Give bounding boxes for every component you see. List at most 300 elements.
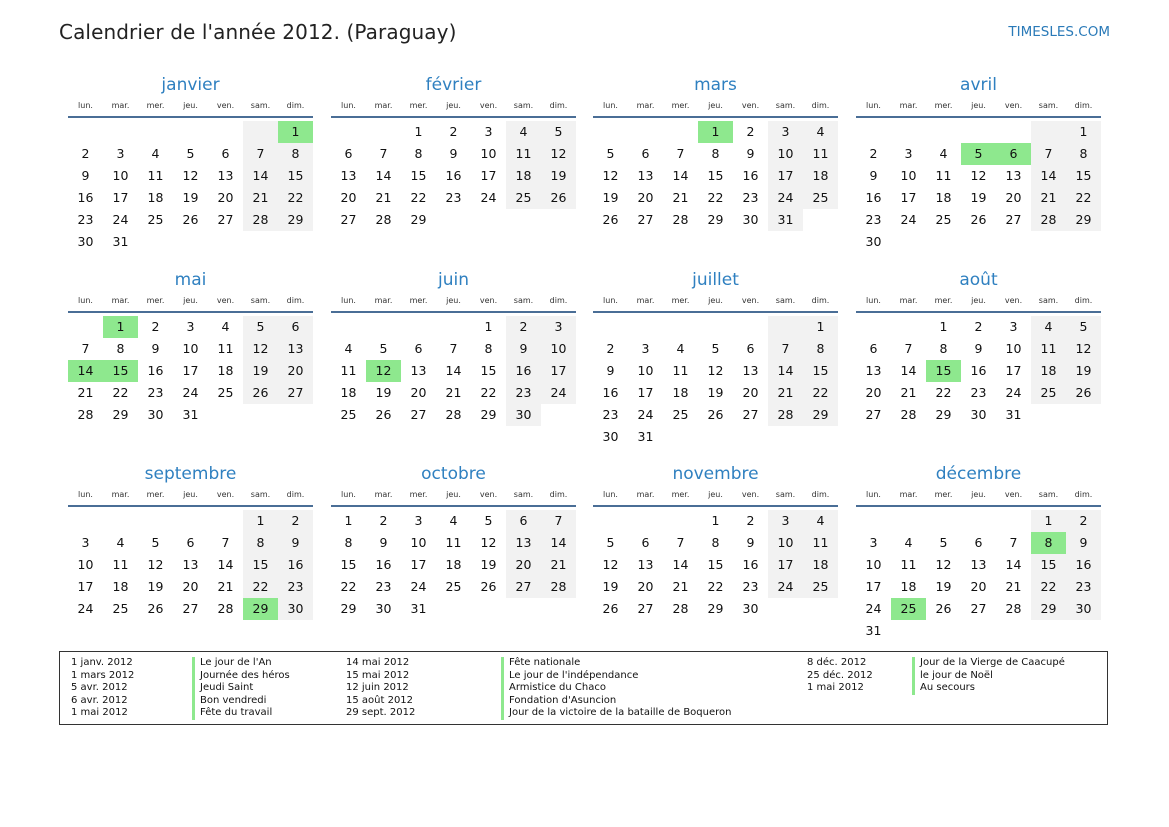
day-cell: 13 <box>637 168 654 183</box>
holiday-day-cell: 15 <box>926 360 961 382</box>
week-row <box>68 338 313 360</box>
day-cell: 9 <box>151 341 160 356</box>
day-cell: 18 <box>803 165 838 187</box>
week-row <box>856 382 1101 404</box>
day-cell: 23 <box>445 190 462 205</box>
month-11 <box>593 463 838 620</box>
header-rule <box>856 311 1101 313</box>
day-cell: 21 <box>445 385 462 400</box>
weekday-label: lun. <box>866 296 881 305</box>
weekday-label: ven. <box>741 101 760 110</box>
weekday-label: sam. <box>250 296 271 305</box>
empty-day-cell <box>68 510 103 532</box>
header-rule <box>68 505 313 507</box>
empty-day-cell <box>733 316 768 338</box>
week-row <box>856 121 1101 143</box>
day-cell: 25 <box>506 187 541 209</box>
weekday-label: ven. <box>1004 296 1023 305</box>
day-cell: 28 <box>900 407 917 422</box>
weekday-label: lun. <box>866 101 881 110</box>
week-row <box>331 598 576 620</box>
month-name: janvier <box>161 75 220 95</box>
holiday-day-cell: 1 <box>698 121 733 143</box>
empty-day-cell <box>471 598 506 620</box>
day-cell: 21 <box>375 190 392 205</box>
day-cell: 1 <box>939 319 948 334</box>
day-cell: 17 <box>77 579 94 594</box>
empty-day-cell <box>926 620 961 642</box>
day-cell: 28 <box>217 601 234 616</box>
weekday-label: lun. <box>341 296 356 305</box>
empty-day-cell <box>961 510 996 532</box>
day-cell: 31 <box>182 407 199 422</box>
day-cell: 14 <box>900 363 917 378</box>
day-cell: 22 <box>340 579 357 594</box>
weekday-label: lun. <box>603 296 618 305</box>
day-cell: 12 <box>935 557 952 572</box>
day-cell: 26 <box>375 407 392 422</box>
day-cell: 25 <box>935 212 952 227</box>
day-cell: 5 <box>711 341 720 356</box>
weekday-label: ven. <box>741 296 760 305</box>
empty-day-cell <box>243 404 278 426</box>
weekday-label: mer. <box>934 101 953 110</box>
empty-day-cell <box>541 404 576 426</box>
empty-day-cell <box>541 598 576 620</box>
day-cell: 16 <box>77 190 94 205</box>
day-cell: 15 <box>1031 554 1066 576</box>
month-2 <box>331 74 576 231</box>
legend-date: 29 sept. 2012 <box>346 707 416 718</box>
empty-day-cell <box>768 598 803 620</box>
empty-day-cell <box>996 121 1031 143</box>
legend-date: 14 mai 2012 <box>346 657 410 668</box>
day-cell: 16 <box>865 190 882 205</box>
day-cell: 9 <box>746 146 755 161</box>
day-cell: 15 <box>243 554 278 576</box>
day-cell: 9 <box>506 338 541 360</box>
legend-names-column <box>912 657 1065 695</box>
day-cell: 30 <box>742 212 759 227</box>
legend-date: 1 janv. 2012 <box>71 657 133 668</box>
weekday-label: lun. <box>603 101 618 110</box>
empty-day-cell <box>768 426 803 448</box>
day-cell: 11 <box>112 557 129 572</box>
day-cell: 5 <box>606 535 615 550</box>
empty-day-cell <box>138 121 173 143</box>
week-row <box>331 532 576 554</box>
day-cell: 16 <box>742 557 759 572</box>
weekday-label: sam. <box>1038 101 1059 110</box>
day-cell: 30 <box>375 601 392 616</box>
holiday-day-cell: 5 <box>961 143 996 165</box>
day-cell: 19 <box>182 190 199 205</box>
weekday-label: mer. <box>409 101 428 110</box>
weekday-header <box>856 293 1101 309</box>
day-cell: 9 <box>379 535 388 550</box>
day-cell: 3 <box>116 146 125 161</box>
weekday-label: lun. <box>78 101 93 110</box>
day-cell: 2 <box>746 124 755 139</box>
day-cell: 12 <box>182 168 199 183</box>
day-cell: 23 <box>278 576 313 598</box>
day-cell: 28 <box>243 209 278 231</box>
legend-date: 1 mars 2012 <box>71 669 135 681</box>
day-cell: 14 <box>672 557 689 572</box>
day-cell: 21 <box>1031 187 1066 209</box>
empty-day-cell <box>208 121 243 143</box>
week-row <box>856 360 1101 382</box>
week-row <box>593 338 838 360</box>
day-cell: 17 <box>182 363 199 378</box>
weekday-label: sam. <box>513 490 534 499</box>
day-cell: 20 <box>217 190 234 205</box>
empty-day-cell <box>663 316 698 338</box>
week-row <box>593 165 838 187</box>
day-cell: 20 <box>637 190 654 205</box>
day-cell: 21 <box>77 385 94 400</box>
day-cell: 17 <box>1005 363 1022 378</box>
empty-day-cell <box>208 510 243 532</box>
weekday-label: mar. <box>899 296 918 305</box>
legend-date: 8 déc. 2012 <box>807 657 867 668</box>
day-cell: 2 <box>606 341 615 356</box>
week-row <box>593 426 838 448</box>
day-cell: 25 <box>217 385 234 400</box>
empty-day-cell <box>1066 620 1101 642</box>
day-cell: 19 <box>541 165 576 187</box>
month-6 <box>331 269 576 426</box>
week-row <box>856 510 1101 532</box>
day-cell: 17 <box>637 385 654 400</box>
week-row <box>593 510 838 532</box>
week-row <box>856 165 1101 187</box>
week-row <box>856 598 1101 620</box>
day-cell: 20 <box>410 385 427 400</box>
day-cell: 19 <box>935 579 952 594</box>
day-cell: 24 <box>77 601 94 616</box>
day-cell: 27 <box>410 407 427 422</box>
empty-day-cell <box>628 121 663 143</box>
header-rule <box>331 311 576 313</box>
day-cell: 9 <box>278 532 313 554</box>
weekday-label: dim. <box>811 101 830 110</box>
weekday-label: ven. <box>479 490 498 499</box>
weekday-label: mer. <box>934 296 953 305</box>
day-cell: 2 <box>1066 510 1101 532</box>
day-cell: 22 <box>803 382 838 404</box>
day-cell: 11 <box>803 532 838 554</box>
day-cell: 20 <box>865 385 882 400</box>
day-cell: 11 <box>445 535 462 550</box>
holiday-day-cell: 25 <box>891 598 926 620</box>
day-cell: 19 <box>480 557 497 572</box>
empty-day-cell <box>803 426 838 448</box>
weekday-label: mar. <box>636 490 655 499</box>
empty-day-cell <box>1066 404 1101 426</box>
day-cell: 27 <box>637 601 654 616</box>
empty-day-cell <box>891 231 926 253</box>
weekday-label: dim. <box>1074 490 1093 499</box>
day-cell: 12 <box>243 338 278 360</box>
day-cell: 4 <box>449 513 458 528</box>
weekday-label: lun. <box>341 490 356 499</box>
day-cell: 13 <box>410 363 427 378</box>
day-cell: 11 <box>935 168 952 183</box>
day-cell: 10 <box>900 168 917 183</box>
day-cell: 12 <box>480 535 497 550</box>
day-cell: 3 <box>768 121 803 143</box>
day-cell: 9 <box>449 146 458 161</box>
week-row <box>593 598 838 620</box>
day-cell: 8 <box>243 532 278 554</box>
day-cell: 9 <box>606 363 615 378</box>
weekday-label: lun. <box>341 101 356 110</box>
empty-day-cell <box>628 510 663 532</box>
day-cell: 30 <box>865 234 882 249</box>
day-cell: 29 <box>1066 209 1101 231</box>
day-cell: 12 <box>602 557 619 572</box>
day-cell: 22 <box>1066 187 1101 209</box>
weekday-label: jeu. <box>183 490 198 499</box>
day-cell: 17 <box>768 554 803 576</box>
holiday-day-cell: 1 <box>103 316 138 338</box>
day-cell: 4 <box>151 146 160 161</box>
day-cell: 15 <box>278 165 313 187</box>
week-row <box>68 187 313 209</box>
day-cell: 4 <box>803 510 838 532</box>
day-cell: 4 <box>939 146 948 161</box>
empty-day-cell <box>138 231 173 253</box>
weekday-label: mar. <box>111 490 130 499</box>
legend-date: 6 avr. 2012 <box>71 694 128 706</box>
day-cell: 7 <box>379 146 388 161</box>
week-row <box>68 554 313 576</box>
legend-dates-column <box>71 657 134 720</box>
day-cell: 8 <box>803 338 838 360</box>
day-cell: 14 <box>243 165 278 187</box>
week-row <box>331 121 576 143</box>
month-name: septembre <box>144 464 237 484</box>
weekday-label: ven. <box>741 490 760 499</box>
day-cell: 17 <box>900 190 917 205</box>
weekday-label: mar. <box>636 101 655 110</box>
day-cell: 2 <box>974 319 983 334</box>
day-cell: 1 <box>344 513 353 528</box>
week-row <box>68 510 313 532</box>
day-cell: 10 <box>768 532 803 554</box>
day-cell: 3 <box>641 341 650 356</box>
week-row <box>593 382 838 404</box>
day-cell: 28 <box>1031 209 1066 231</box>
holiday-day-cell: 1 <box>278 121 313 143</box>
day-cell: 11 <box>803 143 838 165</box>
week-row <box>331 316 576 338</box>
month-12 <box>856 463 1101 642</box>
day-cell: 14 <box>1031 165 1066 187</box>
legend-holiday-name: Jour de la victoire de la bataille de Boqueron <box>501 707 732 720</box>
header-rule <box>331 505 576 507</box>
weekday-label: jeu. <box>971 490 986 499</box>
legend-date: 15 août 2012 <box>346 694 414 706</box>
day-cell: 30 <box>1066 598 1101 620</box>
week-row <box>856 187 1101 209</box>
day-cell: 14 <box>375 168 392 183</box>
day-cell: 7 <box>243 143 278 165</box>
day-cell: 14 <box>541 532 576 554</box>
month-3 <box>593 74 838 231</box>
day-cell: 10 <box>112 168 129 183</box>
day-cell: 23 <box>147 385 164 400</box>
day-cell: 29 <box>935 407 952 422</box>
week-row <box>68 143 313 165</box>
day-cell: 28 <box>541 576 576 598</box>
day-cell: 9 <box>1066 532 1101 554</box>
day-cell: 30 <box>147 407 164 422</box>
day-cell: 2 <box>379 513 388 528</box>
day-cell: 26 <box>480 579 497 594</box>
day-cell: 20 <box>506 554 541 576</box>
header-rule <box>856 116 1101 118</box>
empty-day-cell <box>593 121 628 143</box>
day-cell: 26 <box>243 382 278 404</box>
day-cell: 14 <box>445 363 462 378</box>
day-cell: 1 <box>711 513 720 528</box>
empty-day-cell <box>278 404 313 426</box>
weekday-label: mar. <box>374 101 393 110</box>
weekday-label: mar. <box>899 490 918 499</box>
weekday-label: ven. <box>479 101 498 110</box>
day-cell: 5 <box>243 316 278 338</box>
day-cell: 6 <box>974 535 983 550</box>
month-7 <box>593 269 838 448</box>
day-cell: 17 <box>541 360 576 382</box>
week-row <box>856 576 1101 598</box>
day-cell: 24 <box>1005 385 1022 400</box>
brand-link[interactable]: TIMESLES.COM <box>1008 24 1110 40</box>
day-cell: 26 <box>147 601 164 616</box>
day-cell: 19 <box>1066 360 1101 382</box>
day-cell: 18 <box>672 385 689 400</box>
holiday-day-cell: 15 <box>103 360 138 382</box>
legend-date: 1 mai 2012 <box>807 682 864 693</box>
day-cell: 24 <box>410 579 427 594</box>
day-cell: 13 <box>217 168 234 183</box>
empty-day-cell <box>803 598 838 620</box>
day-cell: 29 <box>1031 598 1066 620</box>
day-cell: 15 <box>410 168 427 183</box>
week-row <box>593 143 838 165</box>
week-row <box>593 576 838 598</box>
week-row <box>68 209 313 231</box>
day-cell: 6 <box>186 535 195 550</box>
day-cell: 7 <box>1031 143 1066 165</box>
day-cell: 21 <box>900 385 917 400</box>
weekday-label: sam. <box>1038 296 1059 305</box>
day-cell: 10 <box>637 363 654 378</box>
legend-holiday-name: Fondation d'Asuncion <box>501 695 732 708</box>
legend-date: 25 déc. 2012 <box>807 669 873 681</box>
day-cell: 13 <box>182 557 199 572</box>
day-cell: 5 <box>379 341 388 356</box>
month-8 <box>856 269 1101 426</box>
weekday-label: jeu. <box>708 490 723 499</box>
day-cell: 29 <box>410 212 427 227</box>
weekday-label: sam. <box>250 101 271 110</box>
day-cell: 27 <box>1005 212 1022 227</box>
day-cell: 17 <box>480 168 497 183</box>
day-cell: 11 <box>1031 338 1066 360</box>
day-cell: 21 <box>1005 579 1022 594</box>
day-cell: 15 <box>340 557 357 572</box>
weekday-label: lun. <box>78 490 93 499</box>
weekday-label: jeu. <box>971 296 986 305</box>
day-cell: 26 <box>970 212 987 227</box>
day-cell: 11 <box>217 341 234 356</box>
day-cell: 11 <box>506 143 541 165</box>
day-cell: 11 <box>340 363 357 378</box>
day-cell: 1 <box>484 319 493 334</box>
header-rule <box>593 311 838 313</box>
day-cell: 10 <box>77 557 94 572</box>
empty-day-cell <box>366 316 401 338</box>
week-row <box>68 360 313 382</box>
day-cell: 30 <box>970 407 987 422</box>
day-cell: 10 <box>182 341 199 356</box>
empty-day-cell <box>243 231 278 253</box>
day-cell: 16 <box>742 168 759 183</box>
empty-day-cell <box>961 121 996 143</box>
day-cell: 3 <box>186 319 195 334</box>
weekday-label: sam. <box>513 296 534 305</box>
day-cell: 14 <box>217 557 234 572</box>
month-name: octobre <box>421 464 486 484</box>
day-cell: 30 <box>742 601 759 616</box>
weekday-label: mar. <box>636 296 655 305</box>
weekday-label: sam. <box>775 101 796 110</box>
weekday-header <box>68 487 313 503</box>
day-cell: 17 <box>865 579 882 594</box>
day-cell: 18 <box>900 579 917 594</box>
day-cell: 13 <box>637 557 654 572</box>
day-cell: 6 <box>641 146 650 161</box>
weekday-label: lun. <box>78 296 93 305</box>
weekday-label: mar. <box>374 296 393 305</box>
empty-day-cell <box>698 426 733 448</box>
day-cell: 4 <box>904 535 913 550</box>
empty-day-cell <box>1031 620 1066 642</box>
day-cell: 10 <box>865 557 882 572</box>
weekday-label: dim. <box>549 296 568 305</box>
day-cell: 23 <box>506 382 541 404</box>
week-row <box>68 598 313 620</box>
header-rule <box>68 311 313 313</box>
legend-date: 1 mai 2012 <box>71 707 128 718</box>
month-name: décembre <box>935 464 1022 484</box>
week-row <box>856 143 1101 165</box>
weekday-label: sam. <box>1038 490 1059 499</box>
weekday-header <box>856 487 1101 503</box>
empty-day-cell <box>103 510 138 532</box>
legend-holiday-name: Bon vendredi <box>192 695 290 708</box>
day-cell: 25 <box>803 187 838 209</box>
day-cell: 13 <box>970 557 987 572</box>
week-row <box>68 121 313 143</box>
empty-day-cell <box>1031 404 1066 426</box>
day-cell: 24 <box>768 576 803 598</box>
page-title: Calendrier de l'année 2012. (Paraguay) <box>59 20 457 44</box>
day-cell: 7 <box>1009 535 1018 550</box>
